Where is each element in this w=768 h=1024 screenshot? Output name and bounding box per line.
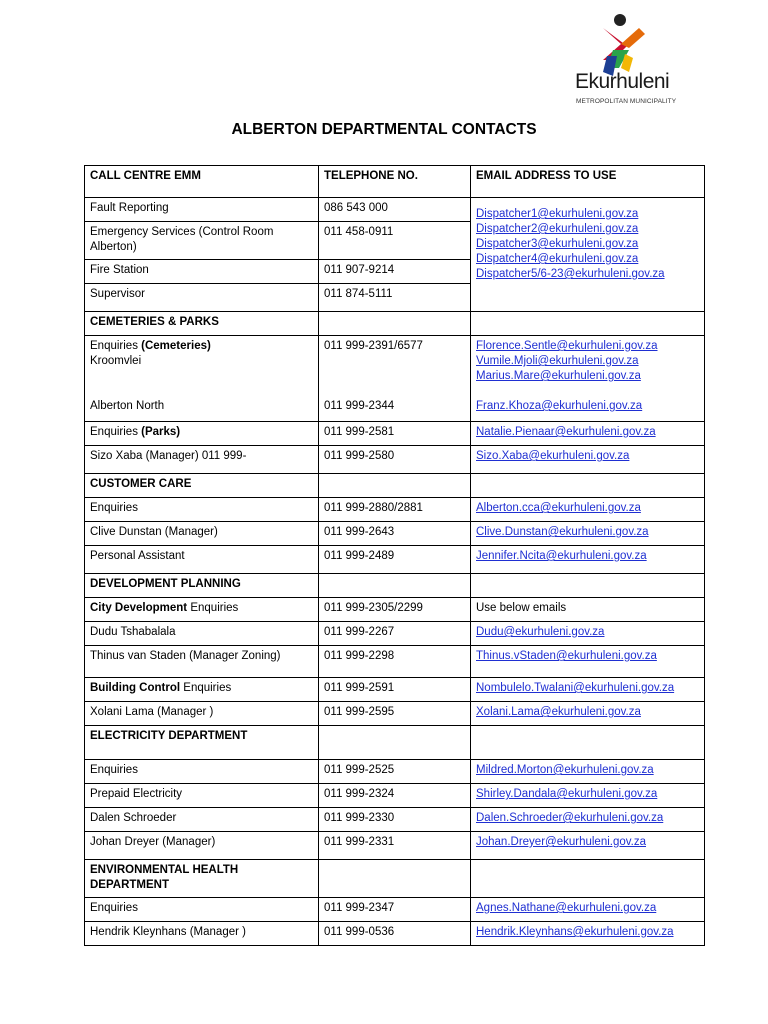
table-row xyxy=(85,646,705,678)
email-link[interactable]: Natalie.Pienaar@ekurhuleni.gov.za xyxy=(476,426,656,438)
contact-name: Fault Reporting xyxy=(85,198,319,222)
section-title-electricity: ELECTRICITY DEPARTMENT xyxy=(85,726,319,760)
email-link[interactable]: Agnes.Nathane@ekurhuleni.gov.za xyxy=(476,902,657,914)
contact-name: Dudu Tshabalala xyxy=(85,622,319,646)
email-link[interactable]: Jennifer.Ncita@ekurhuleni.gov.za xyxy=(476,550,647,562)
table-row xyxy=(85,622,705,646)
email-link[interactable]: Dudu@ekurhuleni.gov.za xyxy=(476,626,605,638)
contact-phone: 011 999-2591 xyxy=(319,678,471,702)
email-link[interactable]: Thinus.vStaden@ekurhuleni.gov.za xyxy=(476,650,657,662)
email-link[interactable]: Vumile.Mjoli@ekurhuleni.gov.za xyxy=(476,355,639,367)
table-row xyxy=(85,198,705,222)
email-link[interactable]: Dispatcher3@ekurhuleni.gov.za xyxy=(476,238,639,250)
contact-name: Enquiries (Cemeteries) Kroomvlei Alberton North xyxy=(85,336,319,422)
contact-name: Enquiries xyxy=(85,760,319,784)
contact-name: Building Control Enquiries xyxy=(85,678,319,702)
table-row xyxy=(85,832,705,860)
logo-wordmark: Ekurhuleni xyxy=(575,70,670,93)
contact-name: Johan Dreyer (Manager) xyxy=(85,832,319,860)
section-header-row xyxy=(85,312,705,336)
contact-name: Personal Assistant xyxy=(85,546,319,574)
contact-name: Supervisor xyxy=(85,284,319,312)
email-link[interactable]: Marius.Mare@ekurhuleni.gov.za xyxy=(476,370,641,382)
table-row xyxy=(85,498,705,522)
section-title-cemeteries: CEMETERIES & PARKS xyxy=(85,312,319,336)
email-link[interactable]: Hendrik.Kleynhans@ekurhuleni.gov.za xyxy=(476,926,674,938)
contact-name: Xolani Lama (Manager ) xyxy=(85,702,319,726)
header-telephone: TELEPHONE NO. xyxy=(319,166,471,198)
contact-name: City Development Enquiries xyxy=(85,598,319,622)
table-row xyxy=(85,922,705,946)
contact-name: Dalen Schroeder xyxy=(85,808,319,832)
email-link[interactable]: Mildred.Morton@ekurhuleni.gov.za xyxy=(476,764,654,776)
contact-phone: 011 999-2305/2299 xyxy=(319,598,471,622)
contacts-table xyxy=(84,165,705,946)
table-row xyxy=(85,808,705,832)
email-link[interactable]: Alberton.cca@ekurhuleni.gov.za xyxy=(476,502,641,514)
contact-name: Prepaid Electricity xyxy=(85,784,319,808)
contact-phone: 011 999-2580 xyxy=(319,446,471,474)
contact-phone: 011 999-2298 xyxy=(319,646,471,678)
email-link[interactable]: Johan.Dreyer@ekurhuleni.gov.za xyxy=(476,836,646,848)
contact-phone: 011 999-2330 xyxy=(319,808,471,832)
contact-phone: 011 999-2347 xyxy=(319,898,471,922)
email-link[interactable]: Xolani.Lama@ekurhuleni.gov.za xyxy=(476,706,641,718)
contact-emails xyxy=(471,336,705,422)
contact-phone: 011 999-2581 xyxy=(319,422,471,446)
header-call-centre: CALL CENTRE EMM xyxy=(85,166,319,198)
contact-name: Hendrik Kleynhans (Manager ) xyxy=(85,922,319,946)
contact-phone: 011 999-2525 xyxy=(319,760,471,784)
table-row xyxy=(85,446,705,474)
contact-phone: 011 874-5111 xyxy=(319,284,471,312)
contact-phone: 011 999-0536 xyxy=(319,922,471,946)
email-link[interactable]: Florence.Sentle@ekurhuleni.gov.za xyxy=(476,340,658,352)
header-email: EMAIL ADDRESS TO USE xyxy=(471,166,705,198)
section-header-row xyxy=(85,860,705,898)
email-link[interactable]: Sizo.Xaba@ekurhuleni.gov.za xyxy=(476,450,630,462)
contact-phone: 011 999-2267 xyxy=(319,622,471,646)
contact-name: Sizo Xaba (Manager) 011 999- xyxy=(85,446,319,474)
section-title-customer-care: CUSTOMER CARE xyxy=(85,474,319,498)
contact-phone: 011 999-2324 xyxy=(319,784,471,808)
contact-phone: 011 458-0911 xyxy=(319,222,471,260)
contact-name: Clive Dunstan (Manager) xyxy=(85,522,319,546)
email-link[interactable]: Nombulelo.Twalani@ekurhuleni.gov.za xyxy=(476,682,675,694)
table-header-row xyxy=(85,166,705,198)
section-title-development: DEVELOPMENT PLANNING xyxy=(85,574,319,598)
contact-phone: 011 999-2489 xyxy=(319,546,471,574)
contact-phone: 011 999-2595 xyxy=(319,702,471,726)
contact-name: Fire Station xyxy=(85,260,319,284)
contact-name: Enquiries xyxy=(85,898,319,922)
ekurhuleni-logo-icon xyxy=(573,10,683,110)
section-title-environmental: ENVIRONMENTAL HEALTH DEPARTMENT xyxy=(85,860,319,898)
page-title: ALBERTON DEPARTMENTAL CONTACTS xyxy=(231,121,537,138)
email-link[interactable]: Dalen.Schroeder@ekurhuleni.gov.za xyxy=(476,812,664,824)
contact-subtitle: Kroomvlei xyxy=(90,355,142,367)
email-link[interactable]: Franz.Khoza@ekurhuleni.gov.za xyxy=(476,400,643,412)
contact-phone: 011 999-2331 xyxy=(319,832,471,860)
contact-name: Enquiries xyxy=(85,498,319,522)
table-row xyxy=(85,522,705,546)
table-row xyxy=(85,598,705,622)
contact-subtitle: Alberton North xyxy=(90,400,165,412)
table-row xyxy=(85,678,705,702)
section-header-row xyxy=(85,574,705,598)
email-note: Use below emails xyxy=(471,598,705,622)
contact-phone: 086 543 000 xyxy=(319,198,471,222)
logo-subtitle: METROPOLITAN MUNICIPALITY xyxy=(576,98,677,105)
contact-name: Emergency Services (Control Room Alberton) xyxy=(85,222,319,260)
email-link[interactable]: Dispatcher1@ekurhuleni.gov.za xyxy=(476,208,639,220)
contact-name: Thinus van Staden (Manager Zoning) xyxy=(85,646,319,678)
table-row xyxy=(85,898,705,922)
contact-name: Enquiries (Parks) xyxy=(85,422,319,446)
contact-phone: 011 907-9214 xyxy=(319,260,471,284)
contact-phone: 011 999-2391/6577 011 999-2344 xyxy=(319,336,471,422)
table-row xyxy=(85,702,705,726)
email-link[interactable]: Dispatcher4@ekurhuleni.gov.za xyxy=(476,253,639,265)
email-link[interactable]: Clive.Dunstan@ekurhuleni.gov.za xyxy=(476,526,649,538)
contact-phone: 011 999-2880/2881 xyxy=(319,498,471,522)
table-row xyxy=(85,760,705,784)
email-link[interactable]: Shirley.Dandala@ekurhuleni.gov.za xyxy=(476,788,658,800)
table-row xyxy=(85,784,705,808)
email-link[interactable]: Dispatcher5/6-23@ekurhuleni.gov.za xyxy=(476,268,665,280)
dispatcher-emails-cell xyxy=(471,198,705,312)
table-row xyxy=(85,336,705,422)
email-link[interactable]: Dispatcher2@ekurhuleni.gov.za xyxy=(476,223,639,235)
section-header-row xyxy=(85,726,705,760)
section-header-row xyxy=(85,474,705,498)
table-row xyxy=(85,546,705,574)
contact-phone: 011 999-2643 xyxy=(319,522,471,546)
table-row xyxy=(85,422,705,446)
